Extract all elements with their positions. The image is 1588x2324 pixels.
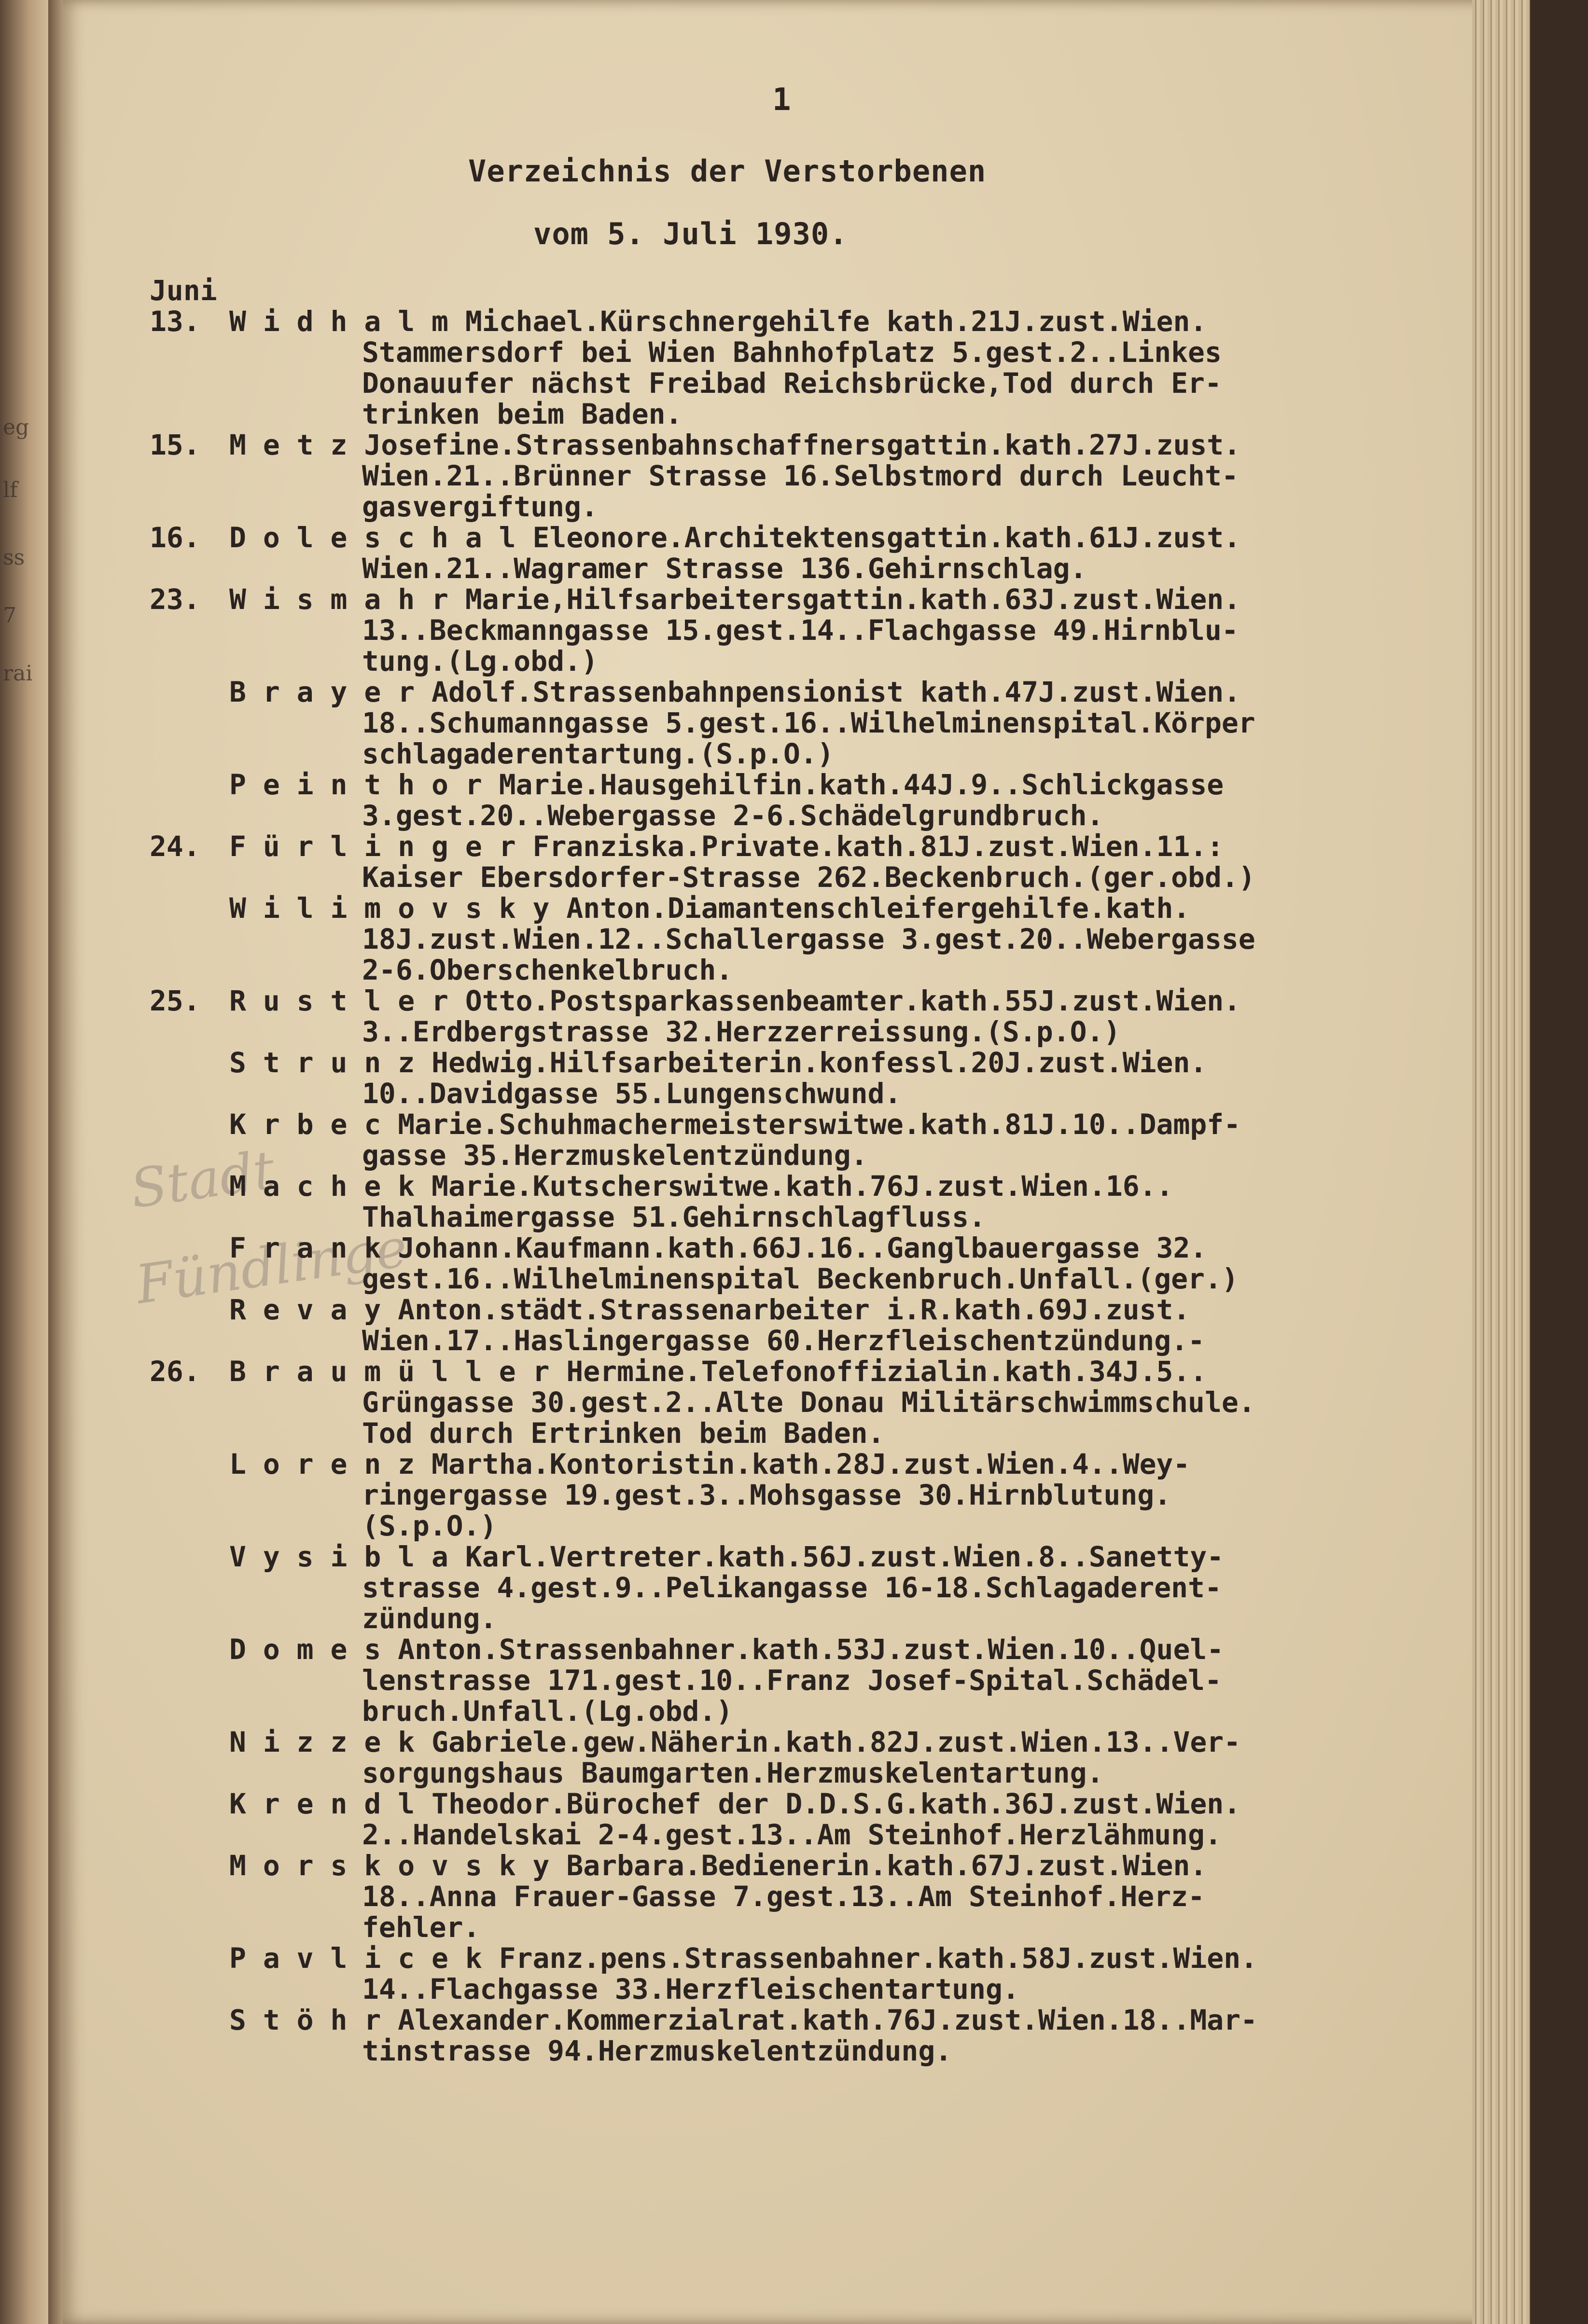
- entry-date: 15.: [150, 429, 200, 461]
- entry-continuation: trinken beim Baden.: [362, 398, 683, 430]
- register-line: [150, 1819, 1520, 1850]
- register-line: [150, 707, 1520, 738]
- entry-text: M a c h e k Marie.Kutscherswitwe.kath.76J.zust.Wien.16..: [229, 1170, 1173, 1203]
- entry-continuation: 2..Handelskai 2-4.gest.13..Am Steinhof.Herzlähmung.: [362, 1818, 1222, 1851]
- register-line: [150, 522, 1520, 553]
- entry-date: Juni: [150, 274, 217, 307]
- register-line: [150, 2005, 1520, 2035]
- entry-continuation: 3.gest.20..Webergasse 2-6.Schädelgrundbruch.: [362, 799, 1104, 832]
- entry-text: S t r u n z Hedwig.Hilfsarbeiterin.konfessl.20J.zust.Wien.: [229, 1046, 1207, 1079]
- entry-continuation: 18J.zust.Wien.12..Schallergasse 3.gest.20..Webergasse: [362, 923, 1255, 955]
- register-line: [150, 1727, 1520, 1757]
- entry-continuation: zündung.: [362, 1602, 497, 1635]
- register-line: [150, 1387, 1520, 1418]
- entry-text: W i d h a l m Michael.Kürschnergehilfe kath.21J.zust.Wien.: [229, 305, 1207, 338]
- adjacent-page-strip: [0, 0, 53, 2324]
- entry-continuation: sorgungshaus Baumgarten.Herzmuskelentartung.: [362, 1757, 1104, 1789]
- register-line: [150, 1974, 1520, 2005]
- register-line: [150, 1665, 1520, 1696]
- entry-continuation: 14..Flachgasse 33.Herzfleischentartung.: [362, 1973, 1019, 2006]
- handwritten-margin-note: Fündlinge: [132, 1217, 411, 1316]
- register-line: [150, 337, 1520, 368]
- entry-continuation: lenstrasse 171.gest.10..Franz Josef-Spital.Schädel-: [362, 1664, 1222, 1697]
- entry-text: F ü r l i n g e r Franziska.Private.kath.81J.zust.Wien.11.:: [229, 830, 1224, 863]
- entry-text: R u s t l e r Otto.Postsparkassenbeamter.kath.55J.zust.Wien.: [229, 984, 1241, 1017]
- entry-text: M e t z Josefine.Strassenbahnschaffnersgattin.kath.27J.zust.: [229, 429, 1241, 461]
- register-line: [150, 1603, 1520, 1634]
- entry-text: K r e n d l Theodor.Bürochef der D.D.S.G.kath.36J.zust.Wien.: [229, 1787, 1241, 1820]
- register-line: [150, 275, 1520, 306]
- entry-continuation: Wien.17..Haslingergasse 60.Herzfleischentzündung.-: [362, 1324, 1205, 1357]
- entry-continuation: strasse 4.gest.9..Pelikangasse 16-18.Schlagaderent-: [362, 1571, 1222, 1604]
- register-line: [150, 429, 1520, 460]
- left-page-fragment: ss: [3, 545, 25, 570]
- register-line: [150, 615, 1520, 646]
- entry-text: B r a u m ü l l e r Hermine.Telefonoffizialin.kath.34J.5..: [229, 1355, 1207, 1388]
- register-line: [150, 1850, 1520, 1881]
- entry-date: 23.: [150, 583, 200, 616]
- entry-text: V y s i b l a Karl.Vertreter.kath.56J.zust.Wien.8..Sanetty-: [229, 1540, 1224, 1573]
- entry-continuation: 18..Schumanngasse 5.gest.16..Wilhelminenspital.Körper: [362, 706, 1255, 739]
- register-line: [150, 306, 1520, 337]
- entry-text: P e i n t h o r Marie.Hausgehilfin.kath.44J.9..Schlickgasse: [229, 768, 1224, 801]
- entry-continuation: Stammersdorf bei Wien Bahnhofplatz 5.gest.2..Linkes: [362, 336, 1222, 369]
- entry-continuation: tung.(Lg.obd.): [362, 645, 598, 678]
- register-line: [150, 893, 1520, 924]
- register-line: [150, 1572, 1520, 1603]
- entry-continuation: Wien.21..Wagramer Strasse 136.Gehirnschlag.: [362, 552, 1087, 585]
- death-register-list: [150, 275, 1520, 2066]
- register-line: [150, 646, 1520, 677]
- page-number: 1: [772, 82, 791, 118]
- register-line: [150, 769, 1520, 800]
- entry-continuation: ringergasse 19.gest.3..Mohsgasse 30.Hirnblutung.: [362, 1479, 1171, 1511]
- entry-continuation: (S.p.O.): [362, 1509, 497, 1542]
- document-page: [63, 0, 1530, 2324]
- entry-date: 24.: [150, 830, 200, 863]
- entry-continuation: Thalhaimergasse 51.Gehirnschlagfluss.: [362, 1201, 986, 1233]
- entry-continuation: Tod durch Ertrinken beim Baden.: [362, 1417, 885, 1450]
- entry-continuation: 3..Erdbergstrasse 32.Herzzerreissung.(S.p.O.): [362, 1015, 1121, 1048]
- register-line: [150, 1943, 1520, 1974]
- register-line: [150, 738, 1520, 769]
- register-line: [150, 1232, 1520, 1263]
- entry-continuation: gasse 35.Herzmuskelentzündung.: [362, 1139, 868, 1172]
- register-line: [150, 1325, 1520, 1356]
- entry-text: P a v l i c e k Franz.pens.Strassenbahner.kath.58J.zust.Wien.: [229, 1942, 1258, 1975]
- register-line: [150, 800, 1520, 831]
- register-line: [150, 399, 1520, 429]
- page-title: Verzeichnis der Verstorbenen: [468, 153, 987, 189]
- entry-text: R e v a y Anton.städt.Strassenarbeiter i.R.kath.69J.zust.: [229, 1293, 1190, 1326]
- entry-continuation: 13..Beckmanngasse 15.gest.14..Flachgasse 49.Hirnblu-: [362, 614, 1239, 647]
- register-line: [150, 1047, 1520, 1078]
- page-subtitle: vom 5. Juli 1930.: [533, 216, 848, 251]
- entry-text: N i z z e k Gabriele.gew.Näherin.kath.82J.zust.Wien.13..Ver-: [229, 1726, 1241, 1758]
- register-line: [150, 954, 1520, 985]
- entry-text: F r a n k Johann.Kaufmann.kath.66J.16..Ganglbauergasse 32.: [229, 1231, 1207, 1264]
- entry-continuation: bruch.Unfall.(Lg.obd.): [362, 1695, 733, 1728]
- entry-date: 25.: [150, 984, 200, 1017]
- entry-continuation: 18..Anna Frauer-Gasse 7.gest.13..Am Steinhof.Herz-: [362, 1880, 1205, 1913]
- left-page-fragment: rai: [3, 661, 33, 686]
- register-line: [150, 862, 1520, 893]
- register-line: [150, 1480, 1520, 1510]
- entry-date: 16.: [150, 521, 200, 554]
- register-line: [150, 491, 1520, 522]
- register-line: [150, 1294, 1520, 1325]
- register-line: [150, 1510, 1520, 1541]
- register-line: [150, 1449, 1520, 1480]
- register-line: [150, 1263, 1520, 1294]
- register-line: [150, 584, 1520, 615]
- register-line: [150, 831, 1520, 862]
- entry-text: K r b e c Marie.Schuhmachermeisterswitwe.kath.81J.10..Dampf-: [229, 1108, 1241, 1141]
- register-line: [150, 1696, 1520, 1727]
- entry-text: W i l i m o v s k y Anton.Diamantenschleifergehilfe.kath.: [229, 892, 1190, 925]
- register-line: [150, 2035, 1520, 2066]
- left-page-fragment: lf: [3, 478, 18, 502]
- entry-date: 13.: [150, 305, 200, 338]
- entry-continuation: tinstrasse 94.Herzmuskelentzündung.: [362, 2034, 952, 2067]
- entry-continuation: Wien.21..Brünner Strasse 16.Selbstmord durch Leucht-: [362, 459, 1239, 492]
- entry-text: B r a y e r Adolf.Strassenbahnpensionist kath.47J.zust.Wien.: [229, 676, 1241, 708]
- entry-text: W i s m a h r Marie,Hilfsarbeitersgattin.kath.63J.zust.Wien.: [229, 583, 1241, 616]
- register-line: [150, 1541, 1520, 1572]
- register-line: [150, 1788, 1520, 1819]
- register-line: [150, 1634, 1520, 1665]
- register-line: [150, 1109, 1520, 1140]
- entry-text: S t ö h r Alexander.Kommerzialrat.kath.76J.zust.Wien.18..Mar-: [229, 2004, 1258, 2036]
- entry-continuation: Kaiser Ebersdorfer-Strasse 262.Beckenbruch.(ger.obd.): [362, 861, 1255, 894]
- register-line: [150, 1016, 1520, 1047]
- entry-continuation: gasvergiftung.: [362, 490, 598, 523]
- left-page-fragment: 7: [3, 603, 16, 628]
- handwritten-margin-note: Stadt: [126, 1138, 279, 1220]
- register-line: [150, 460, 1520, 491]
- entry-text: L o r e n z Martha.Kontoristin.kath.28J.zust.Wien.4..Wey-: [229, 1448, 1190, 1480]
- register-line: [150, 677, 1520, 707]
- register-line: [150, 1171, 1520, 1202]
- entry-continuation: 10..Davidgasse 55.Lungenschwund.: [362, 1077, 902, 1110]
- left-page-fragment: eg: [3, 415, 29, 440]
- register-line: [150, 924, 1520, 954]
- register-line: [150, 1912, 1520, 1943]
- register-line: [150, 1418, 1520, 1449]
- register-line: [150, 1202, 1520, 1232]
- entry-text: D o m e s Anton.Strassenbahner.kath.53J.zust.Wien.10..Quel-: [229, 1633, 1224, 1666]
- entry-text: M o r s k o v s k y Barbara.Bedienerin.kath.67J.zust.Wien.: [229, 1849, 1207, 1882]
- entry-continuation: Donauufer nächst Freibad Reichsbrücke,Tod durch Er-: [362, 367, 1222, 400]
- entry-continuation: gest.16..Wilhelminenspital Beckenbruch.Unfall.(ger.): [362, 1262, 1239, 1295]
- register-line: [150, 1078, 1520, 1109]
- entry-continuation: Grüngasse 30.gest.2..Alte Donau Militärschwimmschule.: [362, 1386, 1255, 1419]
- register-line: [150, 553, 1520, 584]
- register-line: [150, 985, 1520, 1016]
- register-line: [150, 1140, 1520, 1171]
- register-line: [150, 368, 1520, 399]
- register-line: [150, 1881, 1520, 1912]
- register-line: [150, 1356, 1520, 1387]
- entry-continuation: fehler.: [362, 1911, 480, 1944]
- entry-continuation: 2-6.Oberschenkelbruch.: [362, 954, 733, 986]
- entry-text: D o l e s c h a l Eleonore.Architektensgattin.kath.61J.zust.: [229, 521, 1241, 554]
- register-line: [150, 1757, 1520, 1788]
- entry-date: 26.: [150, 1355, 200, 1388]
- entry-continuation: schlagaderentartung.(S.p.O.): [362, 737, 834, 770]
